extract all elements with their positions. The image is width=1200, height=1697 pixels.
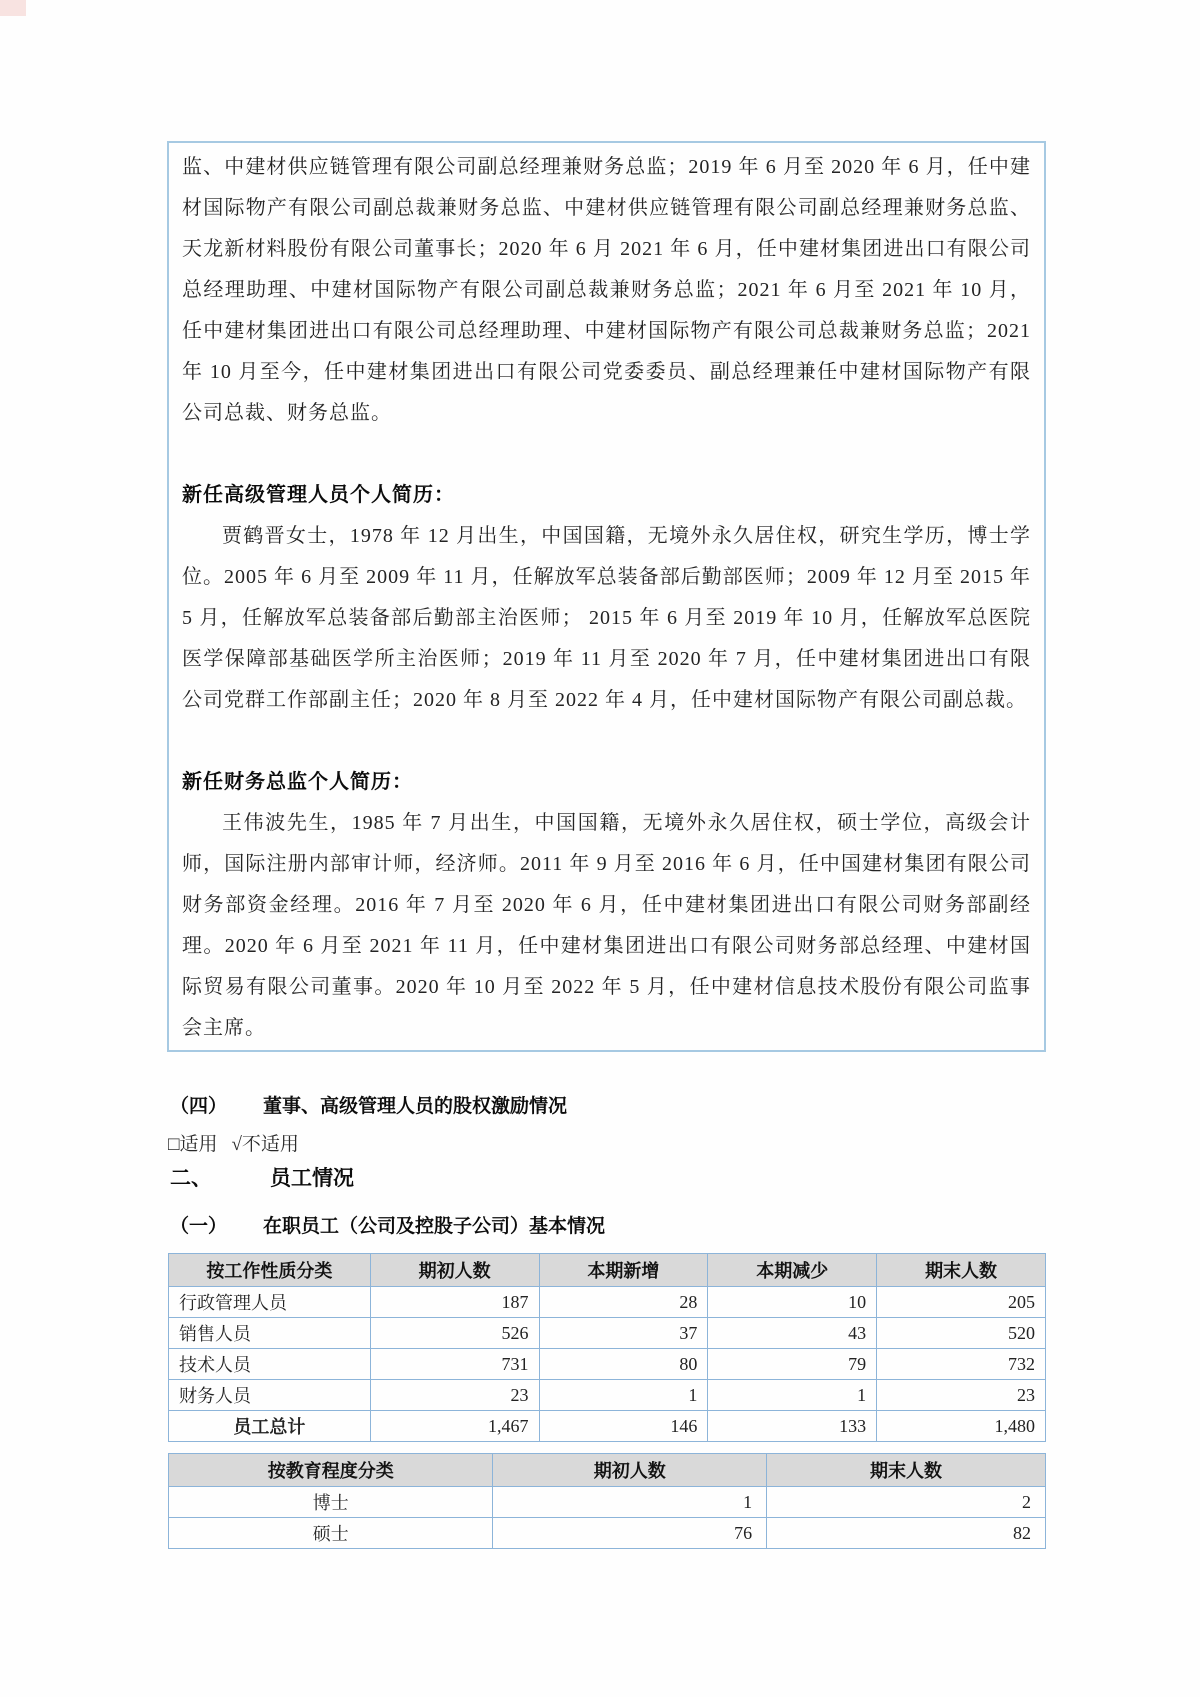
table-cell: 520 bbox=[877, 1318, 1046, 1349]
table-cell: 37 bbox=[539, 1318, 708, 1349]
scan-artifact-mark bbox=[0, 0, 26, 16]
paragraph-wang-weibo-resume: 王伟波先生，1985 年 7 月出生，中国国籍，无境外永久居住权，硕士学位，高级会计师，国际注册内部审计师，经济师。2011 年 9 月至 2016 年 6 月，任中国建材集团有限公司财务部资金经理。2016 年 7 月至 2020 年 6 月，任中建材集团进出口有限公司财务部副经理。2020 年 6 月至 2021 年 11 月，任中建材集团进出口有限公司财务部总经理、中建材国际贸易有限公司董事。2020 年 10 月至 2022 年 5 月，任中建材信息技术股份有限公司监事会主席。 bbox=[182, 812, 1031, 1039]
table-header-cell: 期末人数 bbox=[877, 1254, 1046, 1287]
table-row bbox=[169, 1518, 1046, 1549]
table-cell: 23 bbox=[370, 1380, 539, 1411]
section-number-1: （一） bbox=[170, 1216, 228, 1237]
table-header-cell: 本期减少 bbox=[708, 1254, 877, 1287]
applicability-line bbox=[168, 1129, 313, 1156]
table-cell: 80 bbox=[539, 1349, 708, 1380]
table-header-cell: 按工作性质分类 bbox=[169, 1254, 371, 1287]
section-title-equity-incentive: 董事、高级管理人员的股权激励情况 bbox=[263, 1096, 568, 1117]
paragraph-jia-hejin-resume: 贾鹤晋女士，1978 年 12 月出生，中国国籍，无境外永久居住权，研究生学历，博士学位。2005 年 6 月至 2009 年 11 月，任解放军总装备部后勤部医师；2009 年 12 月至 2015 年 5 月，任解放军总装备部后勤部主治医师； 2015 年 6 月至 2019 年 10 月，任解放军总医院医学保障部基础医学所主治医师；2019 年 11 月至 2020 年 7 月，任中建材集团进出口有限公司党群工作部副主任；2020 年 8 月至 2022 年 4 月，任中建材国际物产有限公司副总裁。 bbox=[182, 525, 1031, 711]
table-cell: 146 bbox=[539, 1411, 708, 1442]
table-header-row bbox=[169, 1254, 1046, 1287]
table-cell: 2 bbox=[767, 1487, 1046, 1518]
table-cell: 731 bbox=[370, 1349, 539, 1380]
section-number-2: 二、 bbox=[170, 1167, 212, 1190]
table-row bbox=[169, 1380, 1046, 1411]
table-row bbox=[169, 1287, 1046, 1318]
table-header-cell: 期初人数 bbox=[493, 1454, 767, 1487]
table-cell: 133 bbox=[708, 1411, 877, 1442]
table-header-cell: 期末人数 bbox=[767, 1454, 1046, 1487]
section-title-employee-basic-info: 在职员工（公司及控股子公司）基本情况 bbox=[263, 1216, 606, 1237]
table-header-cell: 按教育程度分类 bbox=[169, 1454, 493, 1487]
table-cell: 1 bbox=[708, 1380, 877, 1411]
table-cell: 1,467 bbox=[370, 1411, 539, 1442]
section-heading-employee-basic-info bbox=[170, 1211, 605, 1238]
table-cell: 硕士 bbox=[169, 1518, 493, 1549]
table-row bbox=[169, 1487, 1046, 1518]
heading-new-senior-manager-resume: 新任高级管理人员个人简历： bbox=[182, 484, 455, 506]
table-cell: 博士 bbox=[169, 1487, 493, 1518]
table-cell: 销售人员 bbox=[169, 1318, 371, 1349]
table-cell: 财务人员 bbox=[169, 1380, 371, 1411]
table-cell: 187 bbox=[370, 1287, 539, 1318]
table-cell: 28 bbox=[539, 1287, 708, 1318]
table-cell: 76 bbox=[493, 1518, 767, 1549]
table-cell: 82 bbox=[767, 1518, 1046, 1549]
table-cell: 23 bbox=[877, 1380, 1046, 1411]
table-cell: 1 bbox=[493, 1487, 767, 1518]
management-bio-textbox bbox=[167, 141, 1046, 1052]
table-header-cell: 期初人数 bbox=[370, 1254, 539, 1287]
table-total-row bbox=[169, 1411, 1046, 1442]
table-header-row bbox=[169, 1454, 1046, 1487]
table-cell: 员工总计 bbox=[169, 1411, 371, 1442]
table-cell: 526 bbox=[370, 1318, 539, 1349]
table-row bbox=[169, 1349, 1046, 1380]
table-cell: 205 bbox=[877, 1287, 1046, 1318]
table-cell: 10 bbox=[708, 1287, 877, 1318]
checkbox-not-applicable-checked: √不适用 bbox=[231, 1134, 299, 1155]
table-cell: 行政管理人员 bbox=[169, 1287, 371, 1318]
table-cell: 技术人员 bbox=[169, 1349, 371, 1380]
heading-new-cfo-resume: 新任财务总监个人简历： bbox=[182, 771, 413, 793]
paragraph-former-roles: 监、中建材供应链管理有限公司副总经理兼财务总监；2019 年 6 月至 2020 年 6 月，任中建材国际物产有限公司副总裁兼财务总监、中建材供应链管理有限公司副总经理兼财务总监、天龙新材料股份有限公司董事长；2020 年 6 月 2021 年 6 月，任中建材集团进出口有限公司总经理助理、中建材国际物产有限公司副总裁兼财务总监；2021 年 6 月至 2021 年 10 月，任中建材集团进出口有限公司总经理助理、中建材国际物产有限公司总裁兼财务总监；2021 年 10 月至今，任中建材集团进出口有限公司党委委员、副总经理兼任中建材国际物产有限公司总裁、财务总监。 bbox=[182, 156, 1031, 424]
section-title-employees: 员工情况 bbox=[270, 1167, 354, 1190]
employees-by-education-table bbox=[168, 1453, 1046, 1549]
table-row bbox=[169, 1318, 1046, 1349]
section-heading-equity-incentive bbox=[170, 1091, 567, 1118]
table-cell: 43 bbox=[708, 1318, 877, 1349]
table-cell: 732 bbox=[877, 1349, 1046, 1380]
table-cell: 1,480 bbox=[877, 1411, 1046, 1442]
table-cell: 79 bbox=[708, 1349, 877, 1380]
section-number-4: （四） bbox=[170, 1096, 228, 1117]
section-heading-employees bbox=[170, 1162, 354, 1192]
checkbox-applicable-unchecked: □适用 bbox=[168, 1134, 218, 1155]
table-cell: 1 bbox=[539, 1380, 708, 1411]
employees-by-job-table bbox=[168, 1253, 1046, 1442]
table-header-cell: 本期新增 bbox=[539, 1254, 708, 1287]
